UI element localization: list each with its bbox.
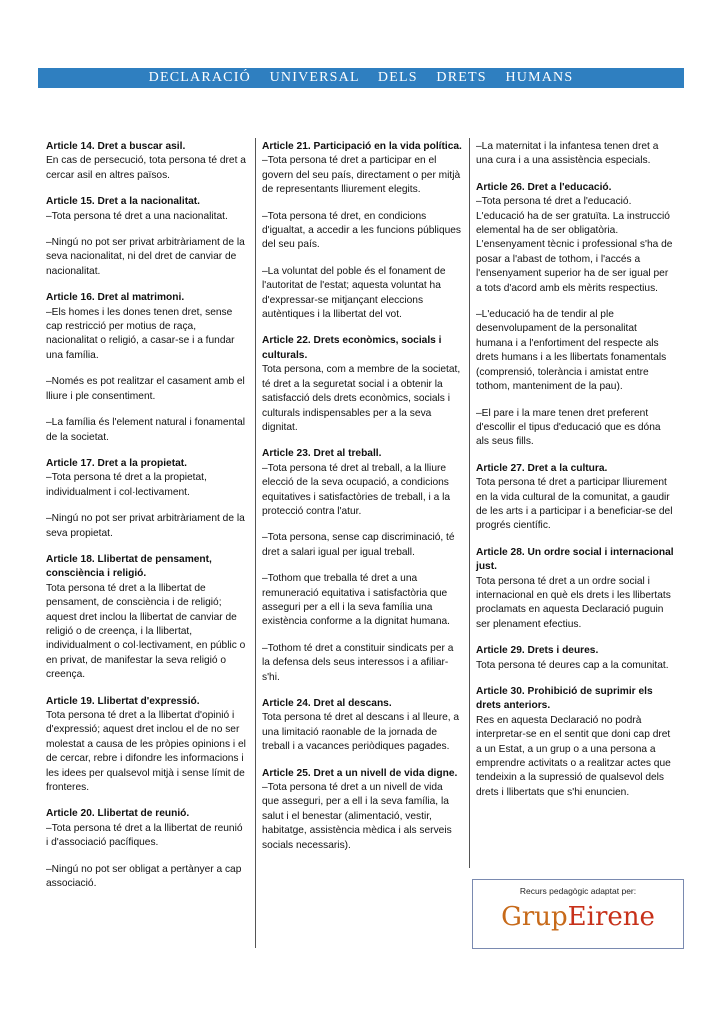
- article-title: Article 17. Dret a la propietat.: [46, 457, 187, 469]
- article-paragraph: –Tothom té dret a constituir sindicats per a la defensa dels seus interessos i a afiliar-s'hi.: [262, 642, 454, 683]
- article-paragraph: Tota persona té dret a la llibertat d'opinió i d'expressió; aquest dret inclou el de no ser molestat a causa de les pròpies opinions i el de cercar, rebre i difondre les informacions i les idees per qualsevol mitjà i sense límit de fronteres.: [46, 710, 246, 794]
- article-paragraph: –Ningú no pot ser obligat a pertànyer a cap associació.: [46, 863, 242, 890]
- article-title: Article 14. Dret a buscar asil.: [46, 141, 186, 152]
- article-title: Article 24. Dret al descans.: [262, 698, 392, 709]
- article-paragraph: –Tota persona té dret a una nacionalitat.: [46, 210, 228, 222]
- article: [46, 457, 246, 541]
- article-title: Article 21. Participació en la vida política.: [262, 141, 462, 152]
- article: [262, 334, 462, 435]
- article: [46, 195, 246, 279]
- page-title: DECLARACIÓ UNIVERSAL DELS DRETS HUMANS: [148, 70, 574, 85]
- article-title: Article 25. Dret a un nivell de vida digne.: [262, 767, 458, 779]
- article-paragraph: Tota persona té dret a un ordre social i internacional en què els drets i les llibertats proclamats en aquesta Declaració puguin ser plenament efectius.: [476, 575, 671, 630]
- article-paragraph: Tota persona, com a membre de la societat, té dret a la seguretat social i a obtenir la satisfacció dels drets econòmics, socials i culturals indispensables per a la seva dignitat.: [262, 364, 461, 433]
- article-title: Article 18. Llibertat de pensament, consciència i religió.: [46, 553, 212, 580]
- article-title: Article 23. Dret al treball.: [262, 448, 382, 460]
- article-paragraph: –Ningú no pot ser privat arbitràriament de la seva nacionalitat, ni del dret de canviar de nacionalitat.: [46, 237, 245, 277]
- article: [476, 546, 676, 632]
- column-divider: [255, 138, 256, 948]
- article-title: Article 20. Llibertat de reunió.: [46, 808, 190, 820]
- article-paragraph: Tota persona té deures cap a la comunitat.: [476, 659, 669, 671]
- article: [262, 447, 462, 685]
- article-paragraph: –Tota persona, sense cap discriminació, té dret a salari igual per igual treball.: [262, 532, 455, 558]
- article-paragraph: –Tota persona té dret a un nivell de vida que asseguri, per a ell i la seva família, la salut i el benestar (alimentació, vestir, habitatge, assistència mèdica i als serveis socials necessaris).: [262, 782, 452, 851]
- article-paragraph: –Només es pot realitzar el casament amb el lliure i ple consentiment.: [46, 376, 245, 402]
- article: [46, 695, 246, 796]
- article-title: Article 19. Llibertat d'expressió.: [46, 695, 200, 707]
- article-title: Article 28. Un ordre social i internacional just.: [476, 546, 674, 573]
- article: [476, 644, 676, 673]
- credit-box: [472, 879, 684, 949]
- article-title: Article 30. Prohibició de suprimir els drets anteriors.: [476, 686, 653, 712]
- article: [476, 140, 676, 169]
- article: [46, 140, 246, 183]
- article-paragraph: Tota persona té dret al descans i al lleure, a una limitació raonable de la jornada de treball i a vacances periòdiques pagades.: [262, 712, 460, 753]
- article: [46, 553, 246, 683]
- article-paragraph: –Tota persona té dret, en condicions d'igualtat, a accedir a les funcions públiques del seu país.: [262, 210, 462, 251]
- grup-eirene-logo: [473, 902, 683, 932]
- article-title: Article 27. Dret a la cultura.: [476, 462, 608, 474]
- article: [262, 140, 462, 322]
- column-3: [476, 140, 676, 812]
- article: [46, 807, 246, 891]
- article-title: Article 26. Dret a l'educació.: [476, 181, 612, 193]
- article-paragraph: –La maternitat i la infantesa tenen dret a una cura i a una assistència especials.: [476, 141, 659, 167]
- article-paragraph: –Tota persona té dret a la propietat, individualment i col·lectivament.: [46, 472, 207, 498]
- logo-eirene: Eirene: [567, 902, 655, 932]
- article-paragraph: –Tota persona té dret a la llibertat de reunió i d'associació pacífiques.: [46, 822, 243, 849]
- article-paragraph: Tota persona té dret a participar lliurement en la vida cultural de la comunitat, a gaudir de les arts i a participar i a beneficiar-se del progrés científic.: [476, 477, 673, 532]
- article-paragraph: –Els homes i les dones tenen dret, sense cap restricció per motius de raça, nacionalitat o religió, a casar-se i a fundar una família.: [46, 306, 235, 361]
- article: [262, 697, 462, 755]
- article-paragraph: –La voluntat del poble és el fonament de l'autoritat de l'estat; aquesta voluntat ha d'expressar-se mitjançant eleccions autèntiques i la llibertat del vot.: [262, 265, 446, 321]
- article-paragraph: –L'educació ha de tendir al ple desenvolupament de la personalitat humana i a l'enfortiment del respecte als drets humans i a les llibertats fonamentals (comprensió, tolerància i amistat entre tothom, manteniment de la pau).: [476, 309, 667, 393]
- article-paragraph: –Tota persona té dret a l'educació. L'educació ha de ser gratuïta. La instrucció elemental ha de ser obligatòria. L'ensenyament tècnic i professional s'ha de posar a l'abast de tothom, i l'accés a l'ensenyament superior ha de ser igual per a tots d'acord amb els mèrits respectius.: [476, 196, 673, 294]
- article: [262, 767, 462, 853]
- article-paragraph: –La família és l'element natural i fonamental de la societat.: [46, 417, 246, 443]
- article-paragraph: Res en aquesta Declaració no podrà interpretar-se en el sentit que doni cap dret a un Estat, a un grup o a una persona a emprendre activitats o a realitzar actes que tendeixin a la supressió de qualsevol dels drets i llibertats que s'hi enuncien.: [476, 714, 671, 798]
- article-paragraph: –Tota persona té dret a participar en el govern del seu país, directament o per mitjà de representants lliurement elegits.: [262, 155, 461, 196]
- credit-text: Recurs pedagògic adaptat per:: [519, 886, 637, 896]
- article: [476, 685, 676, 800]
- article-paragraph: –Tota persona té dret al treball, a la lliure elecció de la seva ocupació, a condicions equitatives i satisfactòries de treball, i a la protecció contra l'atur.: [262, 462, 450, 517]
- article: [476, 181, 676, 450]
- column-2: [262, 140, 462, 865]
- column-divider: [469, 138, 470, 868]
- article-title: Article 16. Dret al matrimoni.: [46, 292, 185, 304]
- article-paragraph: –El pare i la mare tenen dret preferent d'escollir el tipus d'educació que es dóna als seus fills.: [476, 407, 661, 448]
- logo-grup: Grup: [501, 902, 568, 932]
- article-title: Article 15. Dret a la nacionalitat.: [46, 196, 201, 208]
- article-paragraph: –Tothom que treballa té dret a una remuneració equitativa i satisfactòria que asseguri per a ell i la seva família una existència conforme a la dignitat humana.: [262, 573, 451, 628]
- title-banner: [38, 68, 684, 88]
- article-title: Article 29. Drets i deures.: [476, 645, 599, 657]
- column-1: [46, 140, 246, 903]
- article-paragraph: –Ningú no pot ser privat arbitràriament de la seva propietat.: [46, 513, 245, 539]
- article-title: Article 22. Drets econòmics, socials i culturals.: [262, 335, 442, 361]
- article: [46, 291, 246, 445]
- article-paragraph: En cas de persecució, tota persona té dret a cercar asil en altres països.: [46, 155, 246, 181]
- article: [476, 462, 676, 534]
- article-paragraph: Tota persona té dret a la llibertat de pensament, de consciència i de religió; aquest dret inclou la llibertat de canviar de religió o de creença, i la llibertat, individualment o col·lectivament, en públic o en privat, de manifestar la seva religió o creença.: [46, 582, 246, 681]
